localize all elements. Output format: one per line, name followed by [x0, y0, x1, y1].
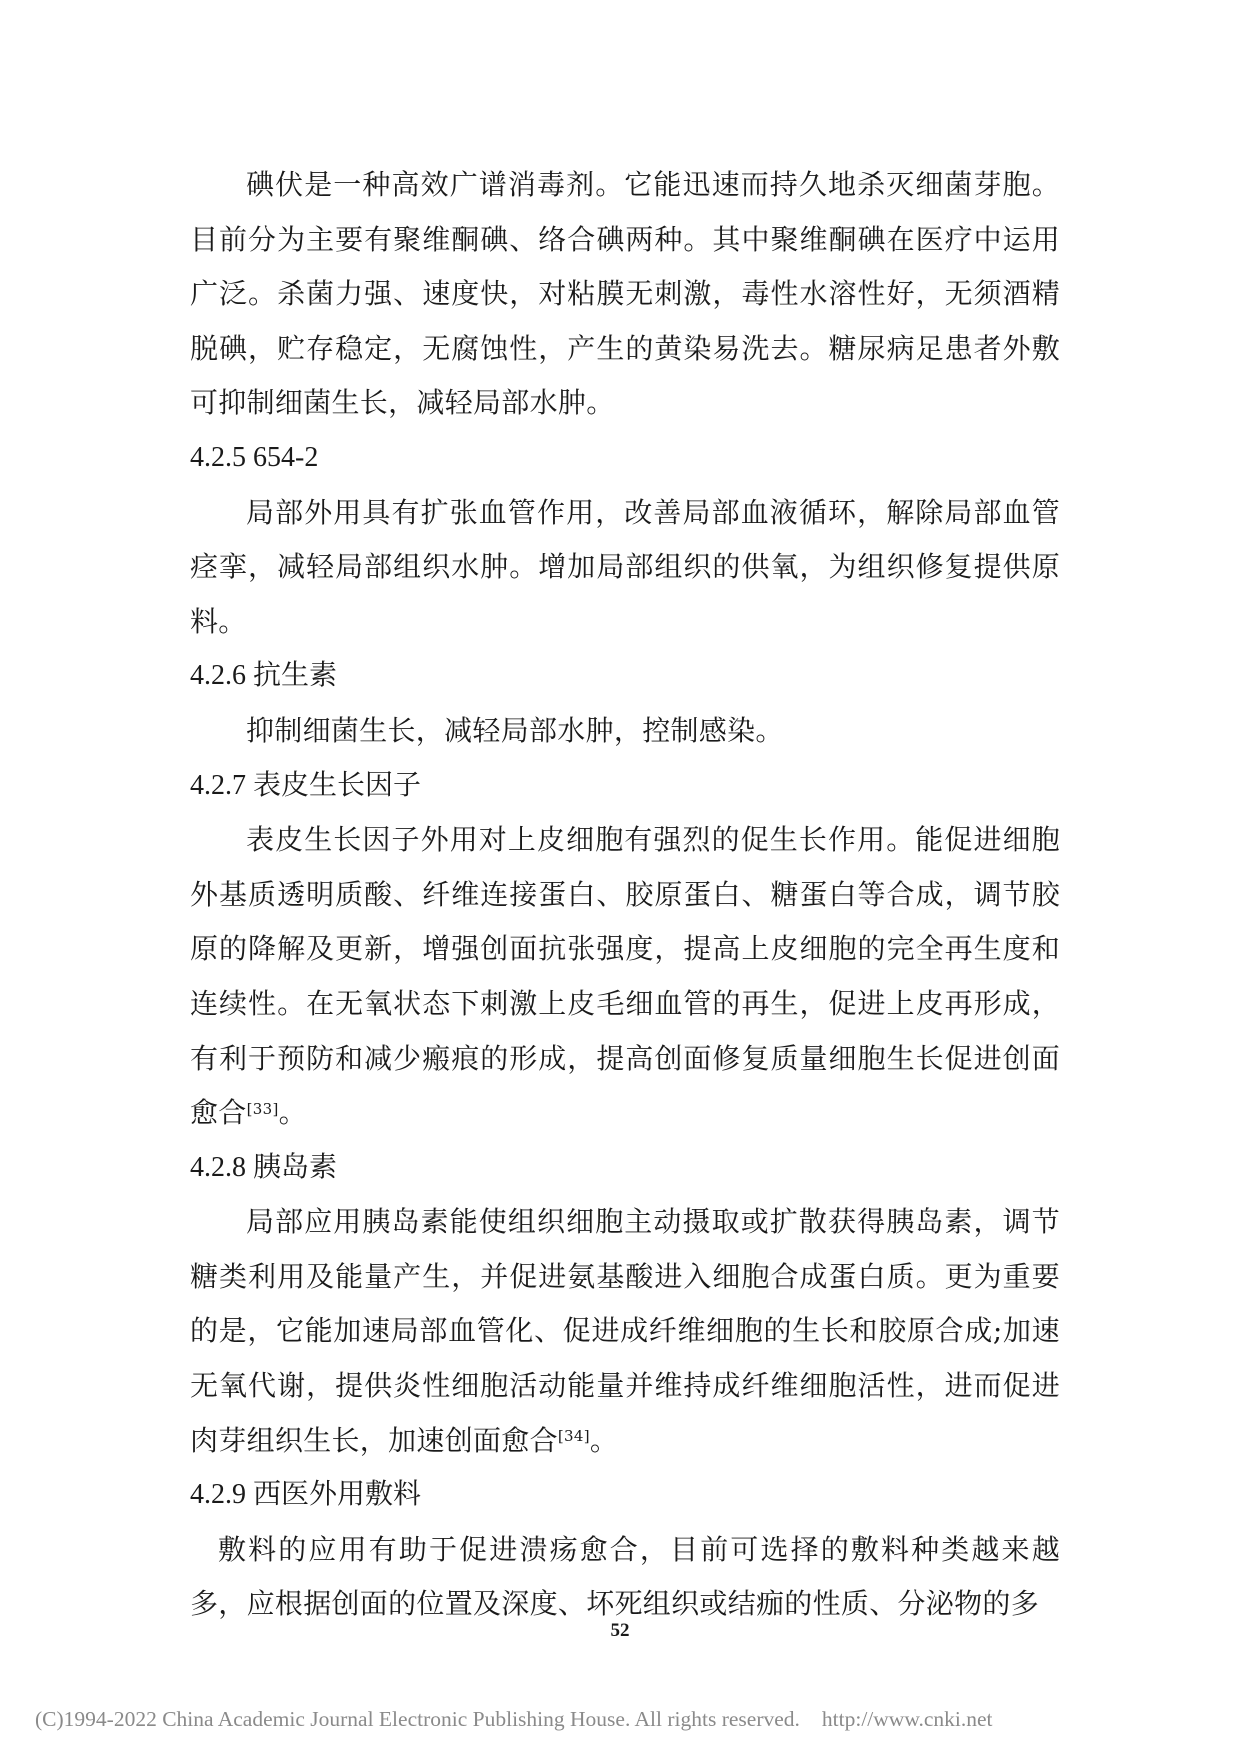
paragraph-egf-text: 表皮生长因子外用对上皮细胞有强烈的促生长作用。能促进细胞外基质透明质酸、纤维连接蛋白、胶原蛋白、糖蛋白等合成，调节胶原的降解及更新，增强创面抗张强度，提高上皮细胞的完全再生度和连续性。在无氧状态下刺激上皮毛细血管的再生，促进上皮再形成，有利于预防和减少瘢痕的形成，提高创面修复质量细胞生长促进创面愈合 — [190, 823, 1060, 1130]
paragraph-dressings: 敷料的应用有助于促进溃疡愈合，目前可选择的敷料种类越来越多，应根据创面的位置及深度、坏死组织或结痂的性质、分泌物的多 — [190, 1532, 1060, 1621]
citation-33: [33] — [246, 1099, 279, 1118]
paragraph-egf — [190, 813, 1060, 1141]
heading-4-2-6: 4.2.6 抗生素 — [190, 660, 338, 692]
paragraph-iodophor: 碘伏是一种高效广谱消毒剂。它能迅速而持久地杀灭细菌芽胞。目前分为主要有聚维酮碘、络合碘两种。其中聚维酮碘在医疗中运用广泛。杀菌力强、速度快，对粘膜无刺激，毒性水溶性好，无须酒精脱碘，贮存稳定，无腐蚀性，产生的黄染易洗去。糖尿病足患者外敷可抑制细菌生长，减轻局部水肿。 — [190, 168, 1060, 420]
citation-34: [34] — [557, 1427, 590, 1446]
heading-4-2-9: 4.2.9 西医外用敷料 — [190, 1479, 422, 1511]
page-body — [190, 158, 1060, 1632]
page-number: 52 — [610, 1620, 630, 1641]
copyright-footer — [35, 1707, 993, 1732]
paragraph-654-2: 局部外用具有扩张血管作用，改善局部血液循环，解除局部血管痉挛，减轻局部组织水肿。增加局部组织的供氧，为组织修复提供原料。 — [190, 495, 1060, 638]
copyright-text: (C)1994-2022 China Academic Journal Electronic Publishing House. All rights reserved. — [35, 1707, 800, 1731]
paragraph-insulin — [190, 1195, 1060, 1468]
heading-4-2-8: 4.2.8 胰岛素 — [190, 1151, 338, 1183]
paragraph-egf-end: 。 — [278, 1096, 307, 1130]
footer-url: http://www.cnki.net — [821, 1707, 993, 1731]
paragraph-antibiotics: 抑制细菌生长，减轻局部水肿，控制感染。 — [246, 713, 784, 747]
heading-4-2-5: 4.2.5 654-2 — [190, 441, 319, 473]
paragraph-insulin-text: 局部应用胰岛素能使组织细胞主动摄取或扩散获得胰岛素，调节糖类利用及能量产生，并促进氨基酸进入细胞合成蛋白质。更为重要的是，它能加速局部血管化、促进成纤维细胞的生长和胶原合成;加速无氧代谢，提供炎性细胞活动能量并维持成纤维细胞活性，进而促进肉芽组织生长，加速创面愈合 — [190, 1205, 1060, 1457]
paragraph-insulin-end: 。 — [589, 1423, 619, 1457]
heading-4-2-7: 4.2.7 表皮生长因子 — [190, 769, 422, 801]
